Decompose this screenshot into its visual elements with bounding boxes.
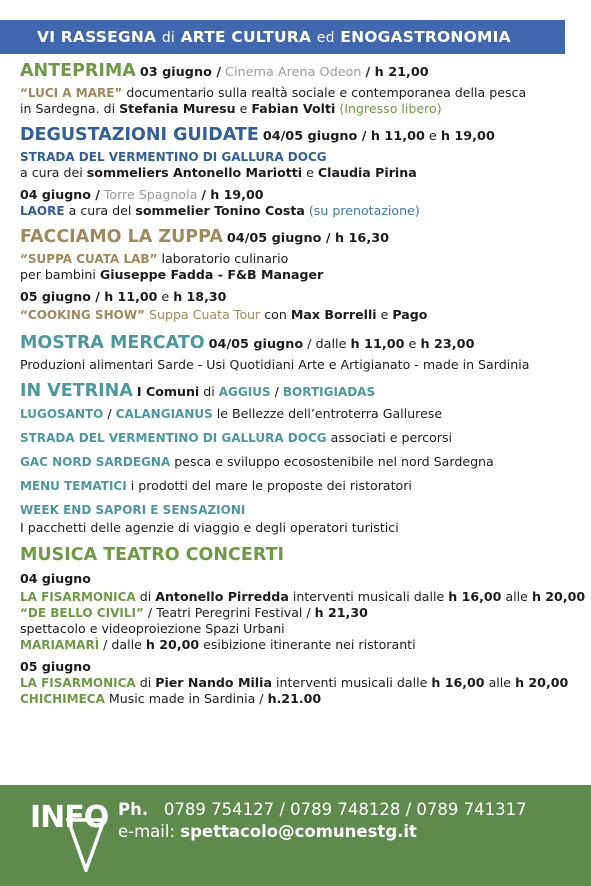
vetrina-pacchetti: I pacchetti delle agenzie di viaggio e degli operatori turistici xyxy=(20,520,399,535)
musica-date2: 05 giugno xyxy=(20,659,91,674)
email-link[interactable]: spettacolo@comunestg.it xyxy=(180,822,417,841)
musica-fisarmonica1: LA FISARMONICA di Antonello Pirredda interventi musicali dalle h 16,00 alle h 20,00 xyxy=(20,589,586,604)
vetrina-lugosanto: LUGOSANTO / CALANGIANUS le Bellezze dell’entroterra Gallurese xyxy=(20,406,443,421)
mostra-desc: Produzioni alimentari Sarde - Usi Quotidiani Arte e Artigianato - made in Sardinia xyxy=(20,357,530,372)
degustazioni-sommeliers: a cura dei sommeliers Antonello Mariotti e Claudia Pirina xyxy=(20,165,417,180)
header-banner xyxy=(0,0,591,57)
degustazioni-laore: LAORE a cura del sommelier Tonino Costa (su prenotazione) xyxy=(20,203,420,218)
musica-bello: “DE BELLO CIVILI” / Teatri Peregrini Festival / h 21,30 xyxy=(20,605,368,620)
zuppa-bambini: per bambini Giuseppe Fadda - F&B Manager xyxy=(20,267,324,282)
musica-heading: MUSICA TEATRO CONCERTI xyxy=(20,545,284,565)
zuppa-show: “COOKING SHOW” Suppa Cuata Tour con Max Borrelli e Pago xyxy=(20,307,428,322)
degustazioni-date2: 04 giugno / Torre Spagnola / h 19,00 xyxy=(20,187,264,202)
info-phones: Ph. 0789 754127 / 0789 748128 / 0789 741317 xyxy=(118,800,527,819)
musica-mariamari: MARIAMARÌ / dalle h 20,00 esibizione itinerante nei ristoranti xyxy=(20,637,416,652)
musica-spettacolo: spettacolo e videoproiezione Spazi Urbani xyxy=(20,621,285,636)
musica-date1: 04 giugno xyxy=(20,571,91,586)
vetrina-menu: MENU TEMATICI i prodotti del mare le proposte dei ristoratori xyxy=(20,478,412,493)
zuppa-heading: FACCIAMO LA ZUPPA 04/05 giugno / h 16,30 xyxy=(20,227,389,247)
anteprima-film: “LUCI A MARE” documentario sulla realtà sociale e contemporanea della pesca xyxy=(20,85,527,100)
banner-title: VI RASSEGNA di ARTE CULTURA ed ENOGASTRONOMIA xyxy=(0,20,565,54)
musica-chichimeca: CHICHIMECA Music made in Sardinia / h.21.00 xyxy=(20,691,322,706)
degustazioni-heading: DEGUSTAZIONI GUIDATE 04/05 giugno / h 11,00 e h 19,00 xyxy=(20,125,495,145)
vetrina-week: WEEK END SAPORI E SENSAZIONI xyxy=(20,503,246,517)
anteprima-heading: ANTEPRIMA 03 giugno / Cinema Arena Odeon / h 21,00 xyxy=(20,61,429,81)
degustazioni-strada: STRADA DEL VERMENTINO DI GALLURA DOCG xyxy=(20,150,327,164)
info-pin-icon xyxy=(66,818,106,872)
musica-fisarmonica2: LA FISARMONICA di Pier Nando Milia interventi musicali dalle h 16,00 alle h 20,00 xyxy=(20,675,569,690)
zuppa-lab: “SUPPA CUATA LAB” laboratorio culinario xyxy=(20,251,289,266)
vetrina-strada: STRADA DEL VERMENTINO DI GALLURA DOCG associati e percorsi xyxy=(20,430,453,445)
mostra-heading: MOSTRA MERCATO 04/05 giugno / dalle h 11,00 e h 23,00 xyxy=(20,333,475,353)
zuppa-date2: 05 giugno / h 11,00 e h 18,30 xyxy=(20,289,227,304)
vetrina-gac: GAC NORD SARDEGNA pesca e sviluppo ecosostenibile nel nord Sardegna xyxy=(20,454,494,469)
vetrina-heading: IN VETRINA I Comuni di AGGIUS / BORTIGIADAS xyxy=(20,381,376,401)
program-content xyxy=(20,60,586,707)
anteprima-credits: in Sardegna. di Stefania Muresu e Fabian Volti (Ingresso libero) xyxy=(20,101,442,116)
info-logo: INFO xyxy=(30,800,109,835)
info-email: e-mail: spettacolo@comunestg.it xyxy=(118,822,417,841)
